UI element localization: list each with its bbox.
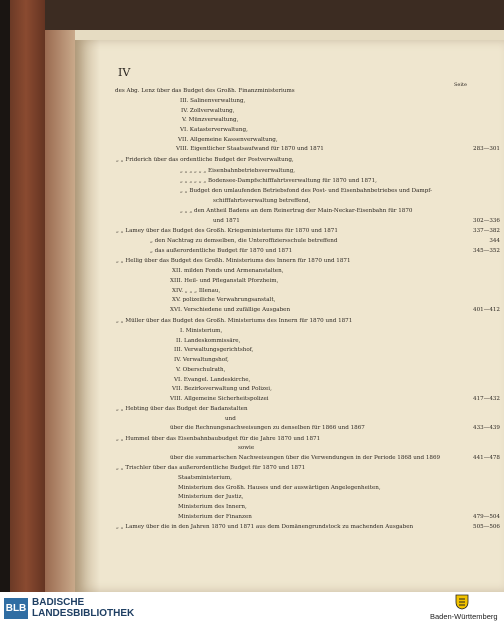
- toc-line: über die summarischen Nachweisungen über die Verwendungen in der Periode 1868 und 1869: [170, 455, 441, 461]
- toc-line: „ „ Lamey über das Budget des Großh. Kriegsministeriums für 1870 und 1871: [116, 228, 338, 234]
- page-roman-numeral: IV: [118, 66, 131, 79]
- toc-page-number: 479—504: [473, 514, 500, 520]
- toc-line: Staatsministerium,: [178, 475, 232, 481]
- toc-line: V. Münzverwaltung,: [182, 117, 239, 123]
- scan-edge: [0, 0, 10, 592]
- toc-page-number: 283—301: [473, 146, 500, 152]
- toc-line: XII. milden Fonds und Armenanstalten,: [172, 268, 284, 274]
- gutter-shadow: [75, 40, 100, 592]
- toc-line: „ das außerordentliche Budget für 1870 und 1871: [150, 248, 293, 254]
- toc-line: IV. Zollverwaltung,: [181, 108, 235, 114]
- book-page: [75, 40, 504, 592]
- toc-line: VI. Evangel. Landeskirche,: [174, 377, 251, 383]
- toc-line: „ „ Lamey über die in den Jahren 1870 und 1871 aus dem Domänengrundstock zu machenden Ausgaben: [116, 524, 414, 530]
- toc-line: „ „ Friderich über das ordentliche Budget der Postverwaltung,: [116, 157, 294, 163]
- toc-line: „ den Nachtrag zu demselben, die Unteroffiziersschule betreffend: [150, 238, 338, 244]
- toc-line: II. Landeskommissäre,: [176, 338, 241, 344]
- toc-line: VIII. Eigentlicher Staatsaufwand für 1870 und 1871: [176, 146, 324, 152]
- toc-page-number: 401—412: [473, 307, 500, 313]
- toc-line: XV. polizeiliche Verwahrungsanstalt,: [172, 297, 276, 303]
- toc-line: „ „ „ „ „ „ Eisenbahnbetriebsverwaltung,: [180, 168, 296, 174]
- toc-line: „ „ Trischler über das außerordentliche Budget für 1870 und 1871: [116, 465, 306, 471]
- toc-line: XIII. Heil- und Pfleganstalt Pforzheim,: [170, 278, 279, 284]
- toc-line: schifffahrtsverwaltung betreffend,: [213, 198, 311, 204]
- toc-line: „ „ „ den Antheil Badens an dem Reinertrag der Main-Neckar-Eisenbahn für 1870: [180, 208, 413, 214]
- toc-page-number: 417—432: [473, 396, 500, 402]
- toc-page-number: 433—439: [473, 425, 500, 431]
- toc-line: „ „ Hummel über das Eisenbahnbaubudget für die Jahre 1870 und 1871: [116, 436, 321, 442]
- state-label: Baden-Württemberg: [430, 612, 498, 621]
- toc-line: III. Salinenverwaltung,: [180, 98, 246, 104]
- toc-line: „ „ Hellig über das Budget des Großh. Ministeriums des Innern für 1870 und 1871: [116, 258, 351, 264]
- state-crest-icon: [455, 594, 469, 610]
- toc-line: „ „ Müller über das Budget des Großh. Ministeriums des Innern für 1870 und 1871: [116, 318, 353, 324]
- toc-page-number: 337—382: [473, 228, 500, 234]
- toc-line: XVI. Verschiedene und zufällige Ausgaben: [170, 307, 291, 313]
- toc-line: „ „ Hebting über das Budget der Badanstalten: [116, 406, 248, 412]
- top-strip: [45, 0, 504, 30]
- toc-line: Ministerium der Finanzen: [178, 514, 252, 520]
- toc-line: Ministerium des Großh. Hauses und der auswärtigen Angelegenheiten,: [178, 485, 381, 491]
- toc-line: XIV. „ „ „ Illenau,: [172, 288, 221, 294]
- toc-line: I. Ministerium,: [180, 328, 223, 334]
- toc-page-number: 505—506: [473, 524, 500, 530]
- toc-page-number: 344: [489, 238, 500, 244]
- toc-page-number: 302—336: [473, 218, 500, 224]
- toc-line: über die Rechnungsnachweisungen zu denselben für 1866 und 1867: [170, 425, 365, 431]
- toc-line: V. Oberschulrath,: [176, 367, 226, 373]
- toc-line: „ „ „ „ „ „ Bodensee-Dampfschifffahrtsverwaltung für 1870 und 1871,: [180, 178, 377, 184]
- toc-line: und: [225, 416, 236, 422]
- toc-line: des Abg. Lenz über das Budget des Großh. Finanzministeriums: [115, 88, 295, 94]
- toc-page-number: 441—478: [473, 455, 500, 461]
- toc-line: VI. Katasterverwaltung,: [180, 127, 248, 133]
- toc-line: IV. Verwaltungshof,: [174, 357, 229, 363]
- toc-line: III. Verwaltungsgerichtshof,: [174, 347, 254, 353]
- toc-line: „ „ Budget den umlaufenden Betriebsfond des Post- und Eisenbahnbetriebes und Dampf-: [180, 188, 433, 194]
- toc-line: VII. Allgemeine Kassenverwaltung,: [178, 137, 278, 143]
- toc-line: Ministerium des Innern,: [178, 504, 247, 510]
- toc-line: sowie: [238, 445, 255, 451]
- toc-line: und 1871: [213, 218, 240, 224]
- endpaper: [45, 30, 75, 592]
- toc-line: Ministerium der Justiz,: [178, 494, 244, 500]
- blb-logo: BLB: [4, 598, 28, 619]
- library-name-line1: BADISCHE: [32, 597, 85, 608]
- seite-column-label: Seite: [454, 82, 467, 88]
- library-name-line2: LANDESBIBLIOTHEK: [32, 608, 135, 619]
- toc-line: VII. Bezirksverwaltung und Polizei,: [172, 386, 272, 392]
- toc-line: VIII. Allgemeine Sicherheitspolizei: [170, 396, 269, 402]
- toc-page-number: 345—352: [473, 248, 500, 254]
- book-cover: [10, 0, 50, 592]
